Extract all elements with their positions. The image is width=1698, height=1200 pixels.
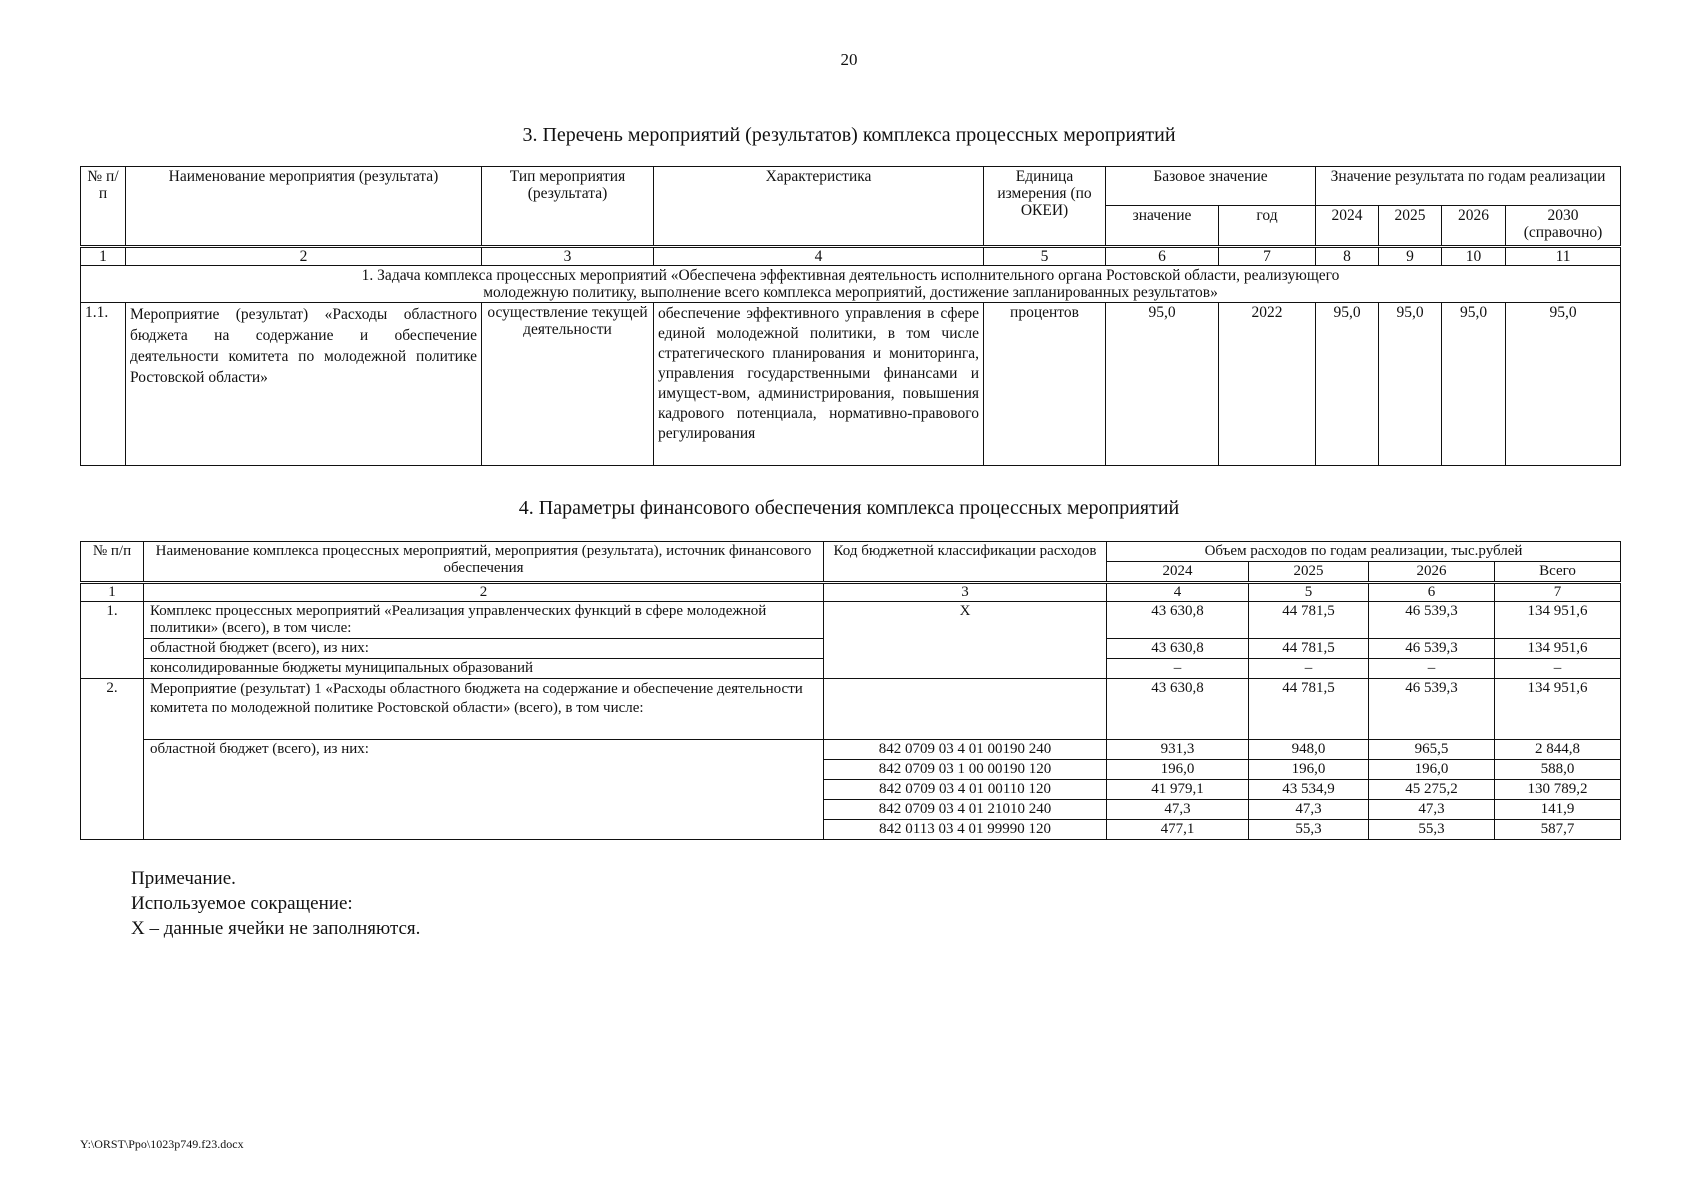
row-2025: 44 781,5 xyxy=(1249,679,1369,740)
section-4-title: 4. Параметры финансового обеспечения комплекса процессных мероприятий xyxy=(518,497,1180,519)
row-2025: 44 781,5 xyxy=(1249,602,1369,639)
column-number: 1 xyxy=(81,247,126,266)
notes xyxy=(131,866,420,941)
table-row xyxy=(81,602,1621,639)
column-number: 6 xyxy=(1369,583,1495,602)
header-total: Всего xyxy=(1495,562,1621,583)
header-2025: 2025 xyxy=(1249,562,1369,583)
row-2025: 55,3 xyxy=(1249,820,1369,840)
header-2025: 2025 xyxy=(1379,206,1442,247)
header-name: Наименование мероприятия (результата) xyxy=(126,167,482,247)
row-2026: 965,5 xyxy=(1369,740,1495,760)
financing-table xyxy=(80,541,1621,840)
header-2030: 2030 (справочно) xyxy=(1506,206,1621,247)
column-number: 9 xyxy=(1379,247,1442,266)
column-number: 10 xyxy=(1442,247,1506,266)
row-2026: 47,3 xyxy=(1369,800,1495,820)
header-characteristic: Характеристика xyxy=(654,167,984,247)
column-number: 7 xyxy=(1219,247,1316,266)
row-code: 842 0709 03 4 01 00110 120 xyxy=(824,780,1107,800)
row-total: 588,0 xyxy=(1495,760,1621,780)
header-name: Наименование комплекса процессных мероприятий, мероприятия (результата), источник финансового обеспечения xyxy=(144,542,824,583)
row-name: областной бюджет (всего), из них: xyxy=(144,639,824,659)
column-number: 3 xyxy=(482,247,654,266)
row-2025: – xyxy=(1249,659,1369,679)
header-base-year: год xyxy=(1219,206,1316,247)
row-name: Комплекс процессных мероприятий «Реализация управленческих функций в сфере молодежной политики» (всего), в том числе: xyxy=(144,602,824,639)
column-number: 5 xyxy=(1249,583,1369,602)
column-number: 2 xyxy=(126,247,482,266)
column-number: 3 xyxy=(824,583,1107,602)
row-type: осуществление текущей деятельности xyxy=(482,303,654,466)
row-2026: 46 539,3 xyxy=(1369,639,1495,659)
row-code: Х xyxy=(824,602,1107,679)
row-total: – xyxy=(1495,659,1621,679)
column-number: 8 xyxy=(1316,247,1379,266)
header-result-years: Значение результата по годам реализации xyxy=(1316,167,1621,206)
row-total: 134 951,6 xyxy=(1495,602,1621,639)
row-num: 1.1. xyxy=(81,303,126,466)
row-name: областной бюджет (всего), из них: xyxy=(144,740,824,840)
row-total: 134 951,6 xyxy=(1495,679,1621,740)
header-num: № п/п xyxy=(81,167,126,247)
row-code: 842 0709 03 1 00 00190 120 xyxy=(824,760,1107,780)
note-abbrev-label: Используемое сокращение: xyxy=(131,893,353,914)
row-total: 130 789,2 xyxy=(1495,780,1621,800)
file-path-footer: Y:\ORST\Ppo\1023p749.f23.docx xyxy=(80,1137,244,1151)
header-base: Базовое значение xyxy=(1106,167,1316,206)
table-row xyxy=(81,303,1621,466)
row-2025: 47,3 xyxy=(1249,800,1369,820)
column-number: 4 xyxy=(654,247,984,266)
row-num: 1. xyxy=(81,602,144,679)
column-number: 2 xyxy=(144,583,824,602)
header-num: № п/п xyxy=(81,542,144,583)
row-unit: процентов xyxy=(984,303,1106,466)
section-3-title: 3. Перечень мероприятий (результатов) комплекса процессных мероприятий xyxy=(522,124,1176,146)
row-name: Мероприятие (результат) 1 «Расходы областного бюджета на содержание и обеспечение деятельности комитета по молодежной политике Ростовской области» (всего), в том числе: xyxy=(144,679,824,740)
table-row xyxy=(81,679,1621,740)
column-numbers-row xyxy=(81,583,1621,602)
column-number: 6 xyxy=(1106,247,1219,266)
header-unit: Единица измерения (по ОКЕИ) xyxy=(984,167,1106,247)
row-2024: 931,3 xyxy=(1107,740,1249,760)
row-base-year: 2022 xyxy=(1219,303,1316,466)
column-number: 5 xyxy=(984,247,1106,266)
row-2025: 948,0 xyxy=(1249,740,1369,760)
row-2024: 43 630,8 xyxy=(1107,639,1249,659)
row-total: 134 951,6 xyxy=(1495,639,1621,659)
row-num: 2. xyxy=(81,679,144,840)
header-type: Тип мероприятия (результата) xyxy=(482,167,654,247)
row-2026: 95,0 xyxy=(1442,303,1506,466)
row-2024: – xyxy=(1107,659,1249,679)
note-heading: Примечание. xyxy=(131,868,236,889)
row-2025: 95,0 xyxy=(1379,303,1442,466)
header-code: Код бюджетной классификации расходов xyxy=(824,542,1107,583)
column-number: 7 xyxy=(1495,583,1621,602)
row-2025: 43 534,9 xyxy=(1249,780,1369,800)
row-2026: 55,3 xyxy=(1369,820,1495,840)
row-2026: 46 539,3 xyxy=(1369,602,1495,639)
table-header-row xyxy=(81,542,1621,562)
column-number: 11 xyxy=(1506,247,1621,266)
table-header-row xyxy=(81,167,1621,206)
row-2025: 44 781,5 xyxy=(1249,639,1369,659)
row-2026: – xyxy=(1369,659,1495,679)
note-abbrev-x: Х – данные ячейки не заполняются. xyxy=(131,918,421,939)
row-code: 842 0709 03 4 01 21010 240 xyxy=(824,800,1107,820)
row-2024: 43 630,8 xyxy=(1107,679,1249,740)
column-number: 1 xyxy=(81,583,144,602)
header-volume: Объем расходов по годам реализации, тыс.рублей xyxy=(1107,542,1621,562)
column-number: 4 xyxy=(1107,583,1249,602)
row-2024: 95,0 xyxy=(1316,303,1379,466)
row-2024: 196,0 xyxy=(1107,760,1249,780)
row-2024: 41 979,1 xyxy=(1107,780,1249,800)
row-code: 842 0113 03 4 01 99990 120 xyxy=(824,820,1107,840)
row-2026: 196,0 xyxy=(1369,760,1495,780)
row-2026: 45 275,2 xyxy=(1369,780,1495,800)
row-2024: 43 630,8 xyxy=(1107,602,1249,639)
header-2026: 2026 xyxy=(1369,562,1495,583)
task-row xyxy=(81,266,1621,303)
row-2024: 47,3 xyxy=(1107,800,1249,820)
row-total: 141,9 xyxy=(1495,800,1621,820)
header-base-value: значение xyxy=(1106,206,1219,247)
row-2024: 477,1 xyxy=(1107,820,1249,840)
row-name: консолидированные бюджеты муниципальных образований xyxy=(144,659,824,679)
row-total: 2 844,8 xyxy=(1495,740,1621,760)
column-numbers-row xyxy=(81,247,1621,266)
header-2024: 2024 xyxy=(1107,562,1249,583)
activities-table xyxy=(80,166,1621,466)
header-2024: 2024 xyxy=(1316,206,1379,247)
row-code xyxy=(824,679,1107,740)
table-row xyxy=(81,740,1621,760)
row-2025: 196,0 xyxy=(1249,760,1369,780)
row-2030: 95,0 xyxy=(1506,303,1621,466)
task-text: 1. Задача комплекса процессных мероприятий «Обеспечена эффективная деятельность исполнительного органа Ростовской области, реализующего молодежную политику, выполнение всего комплекса мероприятий, достижение запланированных результатов» xyxy=(81,266,1621,303)
header-2026: 2026 xyxy=(1442,206,1506,247)
row-total: 587,7 xyxy=(1495,820,1621,840)
row-code: 842 0709 03 4 01 00190 240 xyxy=(824,740,1107,760)
page-number: 20 xyxy=(840,50,858,69)
row-base-value: 95,0 xyxy=(1106,303,1219,466)
row-2026: 46 539,3 xyxy=(1369,679,1495,740)
row-characteristic: обеспечение эффективного управления в сфере единой молодежной политики, в том числе стратегического планирования и мониторинга, управления государственными финансами и имущест-вом, администрирования, повышения кадрового потенциала, нормативно-правового регулирования xyxy=(654,303,984,466)
row-name: Мероприятие (результат) «Расходы областного бюджета на содержание и обеспечение деятельности комитета по молодежной политике Ростовской области» xyxy=(126,303,482,466)
